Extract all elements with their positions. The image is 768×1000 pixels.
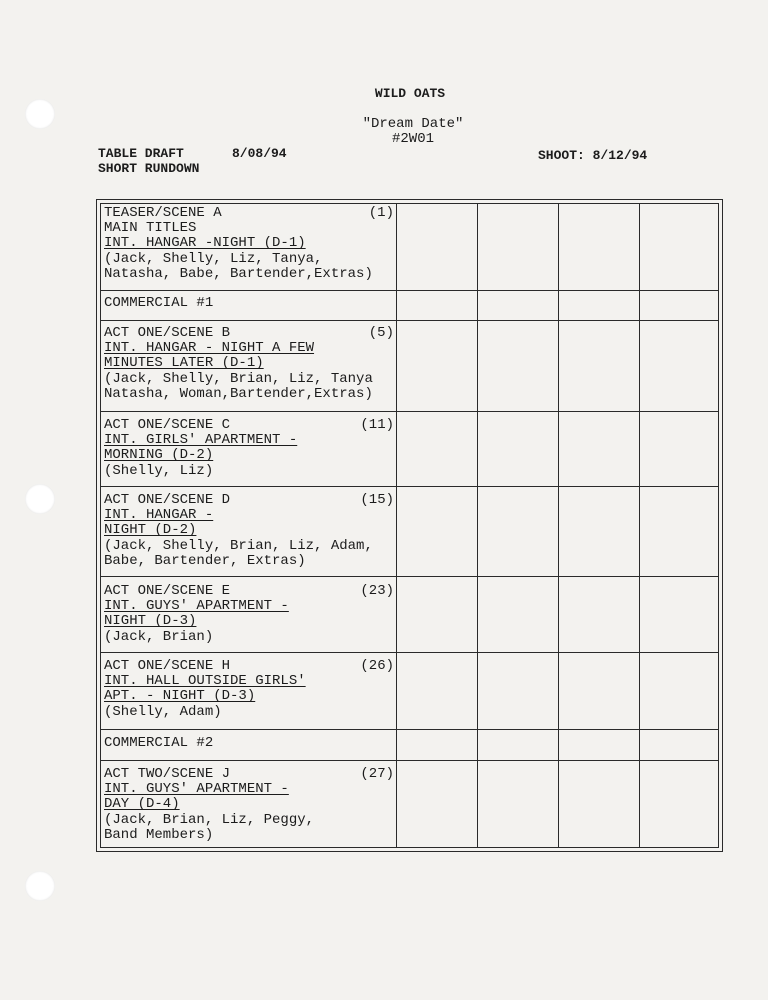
scene-cast: (Shelly, Adam) xyxy=(104,703,222,720)
scene-slugline xyxy=(104,614,394,629)
scene-cell xyxy=(104,659,394,720)
scene-heading-text: COMMERCIAL #1 xyxy=(104,295,214,311)
slugline-text: INT. HANGAR - NIGHT A FEW xyxy=(104,340,315,357)
scene-heading-text: TEASER/SCENE A xyxy=(104,205,222,221)
scene-cast: (Shelly, Liz) xyxy=(104,462,214,479)
slugline-text: APT. - NIGHT (D-3) xyxy=(104,688,256,705)
scene-cast: (Jack, Shelly, Liz, Tanya, xyxy=(104,250,323,267)
scene-cast: (Jack, Shelly, Brian, Liz, Adam, xyxy=(104,537,373,554)
binder-hole-middle xyxy=(25,484,55,514)
binder-hole-bottom xyxy=(25,871,55,901)
scene-heading-text: ACT TWO/SCENE J xyxy=(104,766,231,782)
rundown-label: SHORT RUNDOWN xyxy=(98,161,200,176)
scene-heading xyxy=(104,767,394,782)
row-divider xyxy=(101,290,718,291)
scene-heading-text: ACT ONE/SCENE C xyxy=(104,417,231,433)
scene-page-number: (15) xyxy=(360,492,394,508)
slugline-text: INT. GUYS' APARTMENT - xyxy=(104,598,289,615)
scene-cast: Natasha, Babe, Bartender,Extras) xyxy=(104,265,373,282)
show-title: WILD OATS xyxy=(374,86,446,101)
episode-title: "Dream Date" xyxy=(362,116,464,132)
slugline-text: DAY (D-4) xyxy=(104,796,180,813)
slugline-text: NIGHT (D-2) xyxy=(104,522,197,539)
slugline-text: INT. HALL OUTSIDE GIRLS' xyxy=(104,673,306,690)
column-divider xyxy=(558,204,559,847)
row-divider xyxy=(101,652,718,653)
column-divider xyxy=(396,204,397,847)
scene-slugline xyxy=(104,236,394,251)
row-divider xyxy=(101,729,718,730)
scene-slugline xyxy=(104,356,394,371)
scene-slugline xyxy=(104,433,394,448)
scene-heading xyxy=(104,584,394,599)
scene-page-number: (23) xyxy=(360,583,394,599)
scene-cell xyxy=(104,736,394,751)
scene-slugline xyxy=(104,341,394,356)
scene-cell xyxy=(104,418,394,479)
slugline-text: INT. HANGAR -NIGHT (D-1) xyxy=(104,235,306,252)
scene-cell xyxy=(104,296,394,311)
scene-heading xyxy=(104,736,394,751)
scene-heading xyxy=(104,493,394,508)
column-divider xyxy=(477,204,478,847)
column-divider xyxy=(639,204,640,847)
slugline-text: NIGHT (D-3) xyxy=(104,613,197,630)
scene-cast: (Jack, Brian) xyxy=(104,628,214,645)
scene-page-number: (27) xyxy=(360,766,394,782)
scene-cell xyxy=(104,584,394,645)
row-divider xyxy=(101,411,718,412)
shoot-date: SHOOT: 8/12/94 xyxy=(538,148,648,163)
row-divider xyxy=(101,576,718,577)
scene-heading xyxy=(104,659,394,674)
scene-page-number: (5) xyxy=(368,325,394,341)
slugline-text: INT. HANGAR - xyxy=(104,507,214,524)
draft-label: TABLE DRAFT xyxy=(98,146,184,161)
scene-slugline xyxy=(104,599,394,614)
scene-cell xyxy=(104,326,394,402)
episode-number: #2W01 xyxy=(391,131,434,147)
scene-slugline xyxy=(104,523,394,538)
row-divider xyxy=(101,486,718,487)
slugline-text: INT. GUYS' APARTMENT - xyxy=(104,781,289,798)
scene-slugline xyxy=(104,448,394,463)
scene-note: MAIN TITLES xyxy=(104,220,197,237)
scene-slugline xyxy=(104,674,394,689)
scene-heading-text: ACT ONE/SCENE D xyxy=(104,492,231,508)
scene-heading xyxy=(104,296,394,311)
scene-cast: Natasha, Woman,Bartender,Extras) xyxy=(104,385,373,402)
scene-page-number: (1) xyxy=(368,205,394,221)
draft-date: 8/08/94 xyxy=(232,146,287,161)
scene-cell xyxy=(104,767,394,843)
slugline-text: INT. GIRLS' APARTMENT - xyxy=(104,432,298,449)
scene-heading-text: ACT ONE/SCENE H xyxy=(104,658,231,674)
scene-slugline xyxy=(104,508,394,523)
scene-cell xyxy=(104,206,394,282)
scene-cast: Babe, Bartender, Extras) xyxy=(104,552,306,569)
scene-heading xyxy=(104,326,394,341)
slugline-text: MINUTES LATER (D-1) xyxy=(104,355,264,372)
scene-heading-text: COMMERCIAL #2 xyxy=(104,735,214,751)
scene-heading xyxy=(104,206,394,221)
scene-heading xyxy=(104,418,394,433)
row-divider xyxy=(101,320,718,321)
scene-page-number: (26) xyxy=(360,658,394,674)
scene-slugline xyxy=(104,797,394,812)
scene-cast: (Jack, Shelly, Brian, Liz, Tanya xyxy=(104,370,373,387)
scene-cell xyxy=(104,493,394,569)
scene-slugline xyxy=(104,782,394,797)
scene-heading-text: ACT ONE/SCENE E xyxy=(104,583,231,599)
slugline-text: MORNING (D-2) xyxy=(104,447,214,464)
scene-cast: (Jack, Brian, Liz, Peggy, xyxy=(104,811,315,828)
scene-cast: Band Members) xyxy=(104,826,214,843)
scene-page-number: (11) xyxy=(360,417,394,433)
scene-slugline xyxy=(104,689,394,704)
row-divider xyxy=(101,760,718,761)
scene-heading-text: ACT ONE/SCENE B xyxy=(104,325,231,341)
